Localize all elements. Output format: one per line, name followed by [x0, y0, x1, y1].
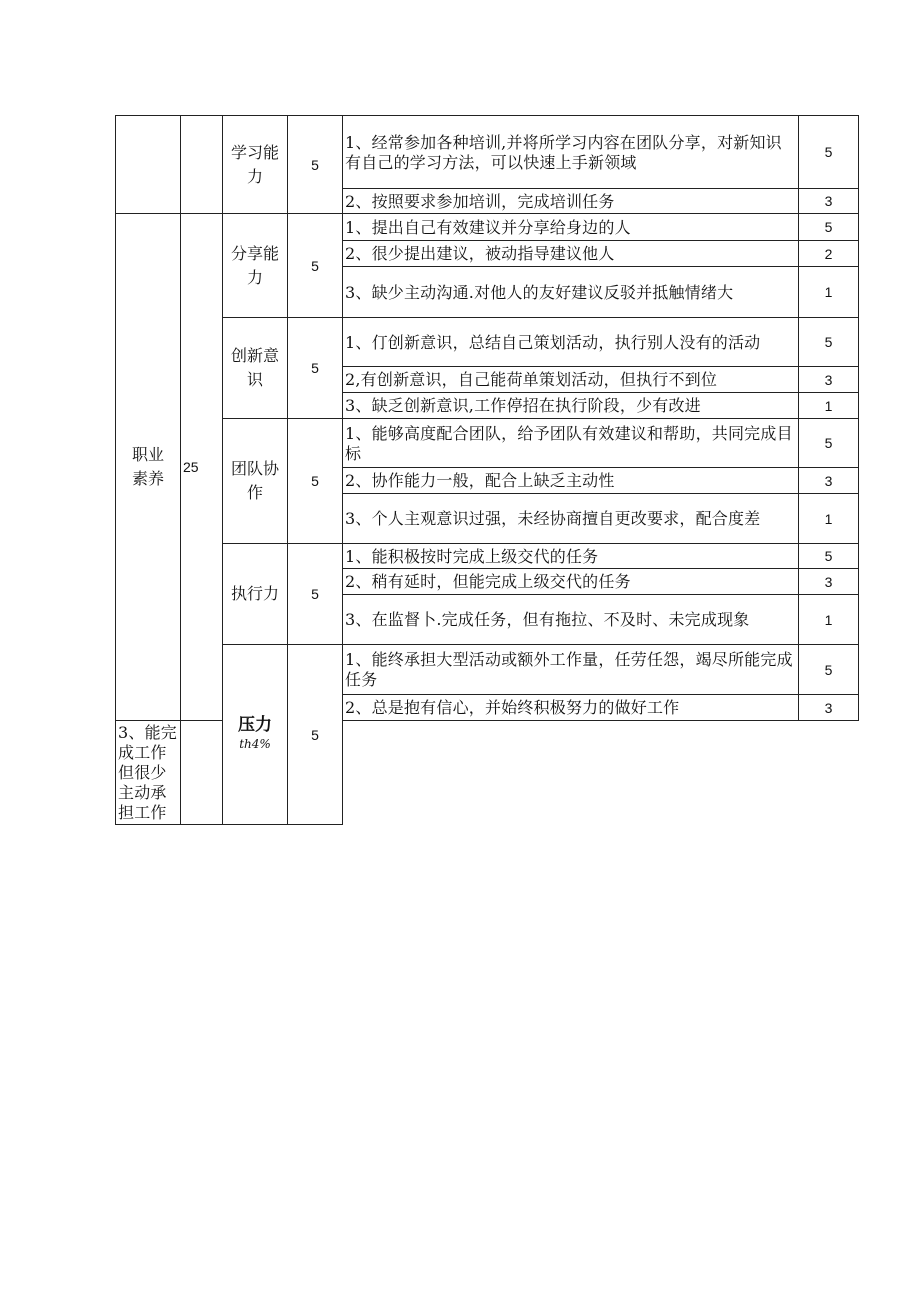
table-row [116, 645, 859, 695]
criterion-description: 3、个人主观意识过强，未经协商擅自更改要求，配合度差 [343, 494, 799, 544]
criterion-description: 2、总是抱有信心，并始终积极努力的做好工作 [343, 695, 799, 721]
criterion-name [223, 645, 288, 825]
criterion-name-main: 压力 [238, 715, 272, 735]
criterion-weight: 5 [288, 645, 343, 825]
criterion-name: 执行力 [223, 544, 288, 645]
criterion-description: 1、经常参加各种培训,并将所学习内容在团队分享，对新知识有自己的学习方法，可以快速上手新领域 [343, 116, 799, 189]
criterion-score: 3 [799, 695, 859, 721]
criterion-name-sub: th4% [239, 737, 271, 751]
criterion-name: 学习能力 [223, 116, 288, 214]
criterion-weight: 5 [288, 544, 343, 645]
criterion-score: 5 [799, 645, 859, 695]
evaluation-table [115, 115, 859, 825]
criterion-score: 3 [799, 367, 859, 393]
criterion-description: 3、能完成工作但很少主动承担工作 [116, 721, 181, 825]
criterion-score: 5 [799, 419, 859, 468]
blank-total-cell [181, 116, 223, 214]
criterion-score: 1 [799, 267, 859, 318]
criterion-name: 创新意识 [223, 318, 288, 419]
criterion-weight: 5 [288, 318, 343, 419]
table-row [116, 419, 859, 468]
criterion-weight: 5 [288, 214, 343, 318]
criterion-score [181, 721, 223, 825]
criterion-name: 团队协作 [223, 419, 288, 544]
criterion-description: 1、仃创新意识，总结自己策划活动，执行别人没有的活动 [343, 318, 799, 367]
table-row [116, 318, 859, 367]
criterion-description: 1、提出自己有效建议并分享给身边的人 [343, 214, 799, 241]
category-name: 职业素养 [116, 214, 181, 721]
criterion-weight: 5 [288, 116, 343, 214]
table-row [116, 214, 859, 241]
criterion-description: 2、按照要求参加培训，完成培训任务 [343, 189, 799, 214]
criterion-score: 3 [799, 468, 859, 494]
criterion-weight: 5 [288, 419, 343, 544]
criterion-score: 5 [799, 116, 859, 189]
criterion-description: 1、能终承担大型活动或额外工作量，任劳任怨，竭尽所能完成任务 [343, 645, 799, 695]
category-total: 25 [181, 214, 223, 721]
criterion-description: 2,有创新意识，自己能荷单策划活动，但执行不到位 [343, 367, 799, 393]
criterion-score: 3 [799, 189, 859, 214]
criterion-description: 1、能积极按时完成上级交代的任务 [343, 544, 799, 569]
criterion-score: 1 [799, 494, 859, 544]
criterion-description: 2、协作能力一般，配合上缺乏主动性 [343, 468, 799, 494]
criterion-description: 3、缺少主动沟通.对他人的友好建议反驳并抵触情绪大 [343, 267, 799, 318]
criterion-description: 2、很少提出建议，被动指导建议他人 [343, 241, 799, 267]
criterion-score: 5 [799, 544, 859, 569]
criterion-description: 3、缺乏创新意识,工作停招在执行阶段，少有改进 [343, 393, 799, 419]
criterion-score: 5 [799, 214, 859, 241]
criterion-description: 3、在监督卜.完成任务，但有拖拉、不及时、未完成现象 [343, 595, 799, 645]
criterion-score: 1 [799, 595, 859, 645]
criterion-description: 1、能够高度配合团队，给予团队有效建议和帮助，共同完成目标 [343, 419, 799, 468]
criterion-name: 分享能力 [223, 214, 288, 318]
criterion-score: 5 [799, 318, 859, 367]
criterion-score: 3 [799, 569, 859, 595]
table-row [116, 116, 859, 189]
blank-category-cell [116, 116, 181, 214]
table-row [116, 544, 859, 569]
criterion-score: 2 [799, 241, 859, 267]
criterion-description: 2、稍有延时，但能完成上级交代的任务 [343, 569, 799, 595]
criterion-score: 1 [799, 393, 859, 419]
